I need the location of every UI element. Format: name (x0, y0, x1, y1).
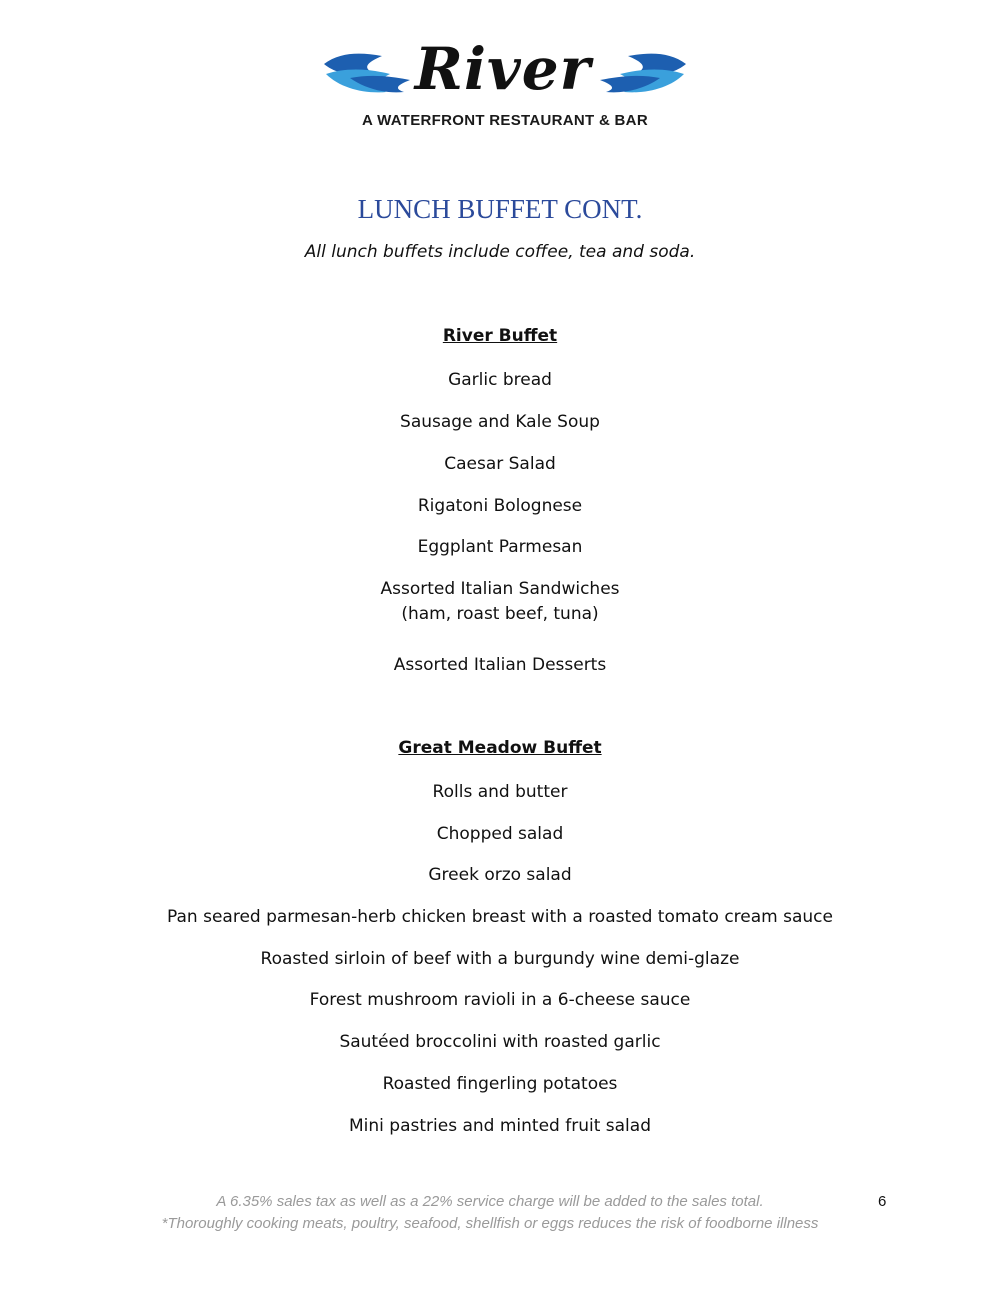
logo-wordmark: River (414, 35, 592, 103)
menu-item: Chopped salad (436, 824, 564, 844)
page-subtitle: All lunch buffets include coffee, tea and soda. (304, 242, 696, 262)
menu-item: Greek orzo salad (428, 865, 572, 885)
page-number: 6 (878, 1193, 887, 1210)
menu-item: Sausage and Kale Soup (400, 412, 600, 432)
logo-tagline: A WATERFRONT RESTAURANT & BAR (362, 112, 648, 129)
menu-item: Assorted Italian Sandwiches (380, 579, 620, 599)
menu-item: Pan seared parmesan-herb chicken breast with a roasted tomato cream sauce (167, 907, 833, 927)
menu-item: Garlic bread (448, 370, 552, 390)
menu-item: Sautéed broccolini with roasted garlic (339, 1032, 661, 1052)
logo (320, 34, 690, 134)
menu-item: Forest mushroom ravioli in a 6-cheese sauce (309, 990, 691, 1010)
menu-item: Roasted fingerling potatoes (382, 1074, 618, 1094)
menu-item: Rigatoni Bolognese (417, 496, 583, 516)
footer-tax-note: A 6.35% sales tax as well as a 22% service charge will be added to the sales total. (216, 1193, 764, 1210)
menu-item: Roasted sirloin of beef with a burgundy wine demi-glaze (260, 949, 740, 969)
footer-food-safety-note: *Thoroughly cooking meats, poultry, seafood, shellfish or eggs reduces the risk of foodborne illness (161, 1215, 819, 1232)
menu-item: Assorted Italian Desserts (393, 655, 607, 675)
menu-item-note: (ham, roast beef, tuna) (401, 604, 599, 624)
menu-item: Caesar Salad (444, 454, 556, 474)
menu-item: Mini pastries and minted fruit salad (349, 1116, 651, 1136)
section-title-river-buffet: River Buffet (442, 326, 558, 346)
menu-item: Eggplant Parmesan (417, 537, 583, 557)
menu-item: Rolls and butter (432, 782, 568, 802)
section-title-great-meadow-buffet: Great Meadow Buffet (398, 738, 602, 758)
page-title: LUNCH BUFFET CONT. (357, 194, 643, 224)
